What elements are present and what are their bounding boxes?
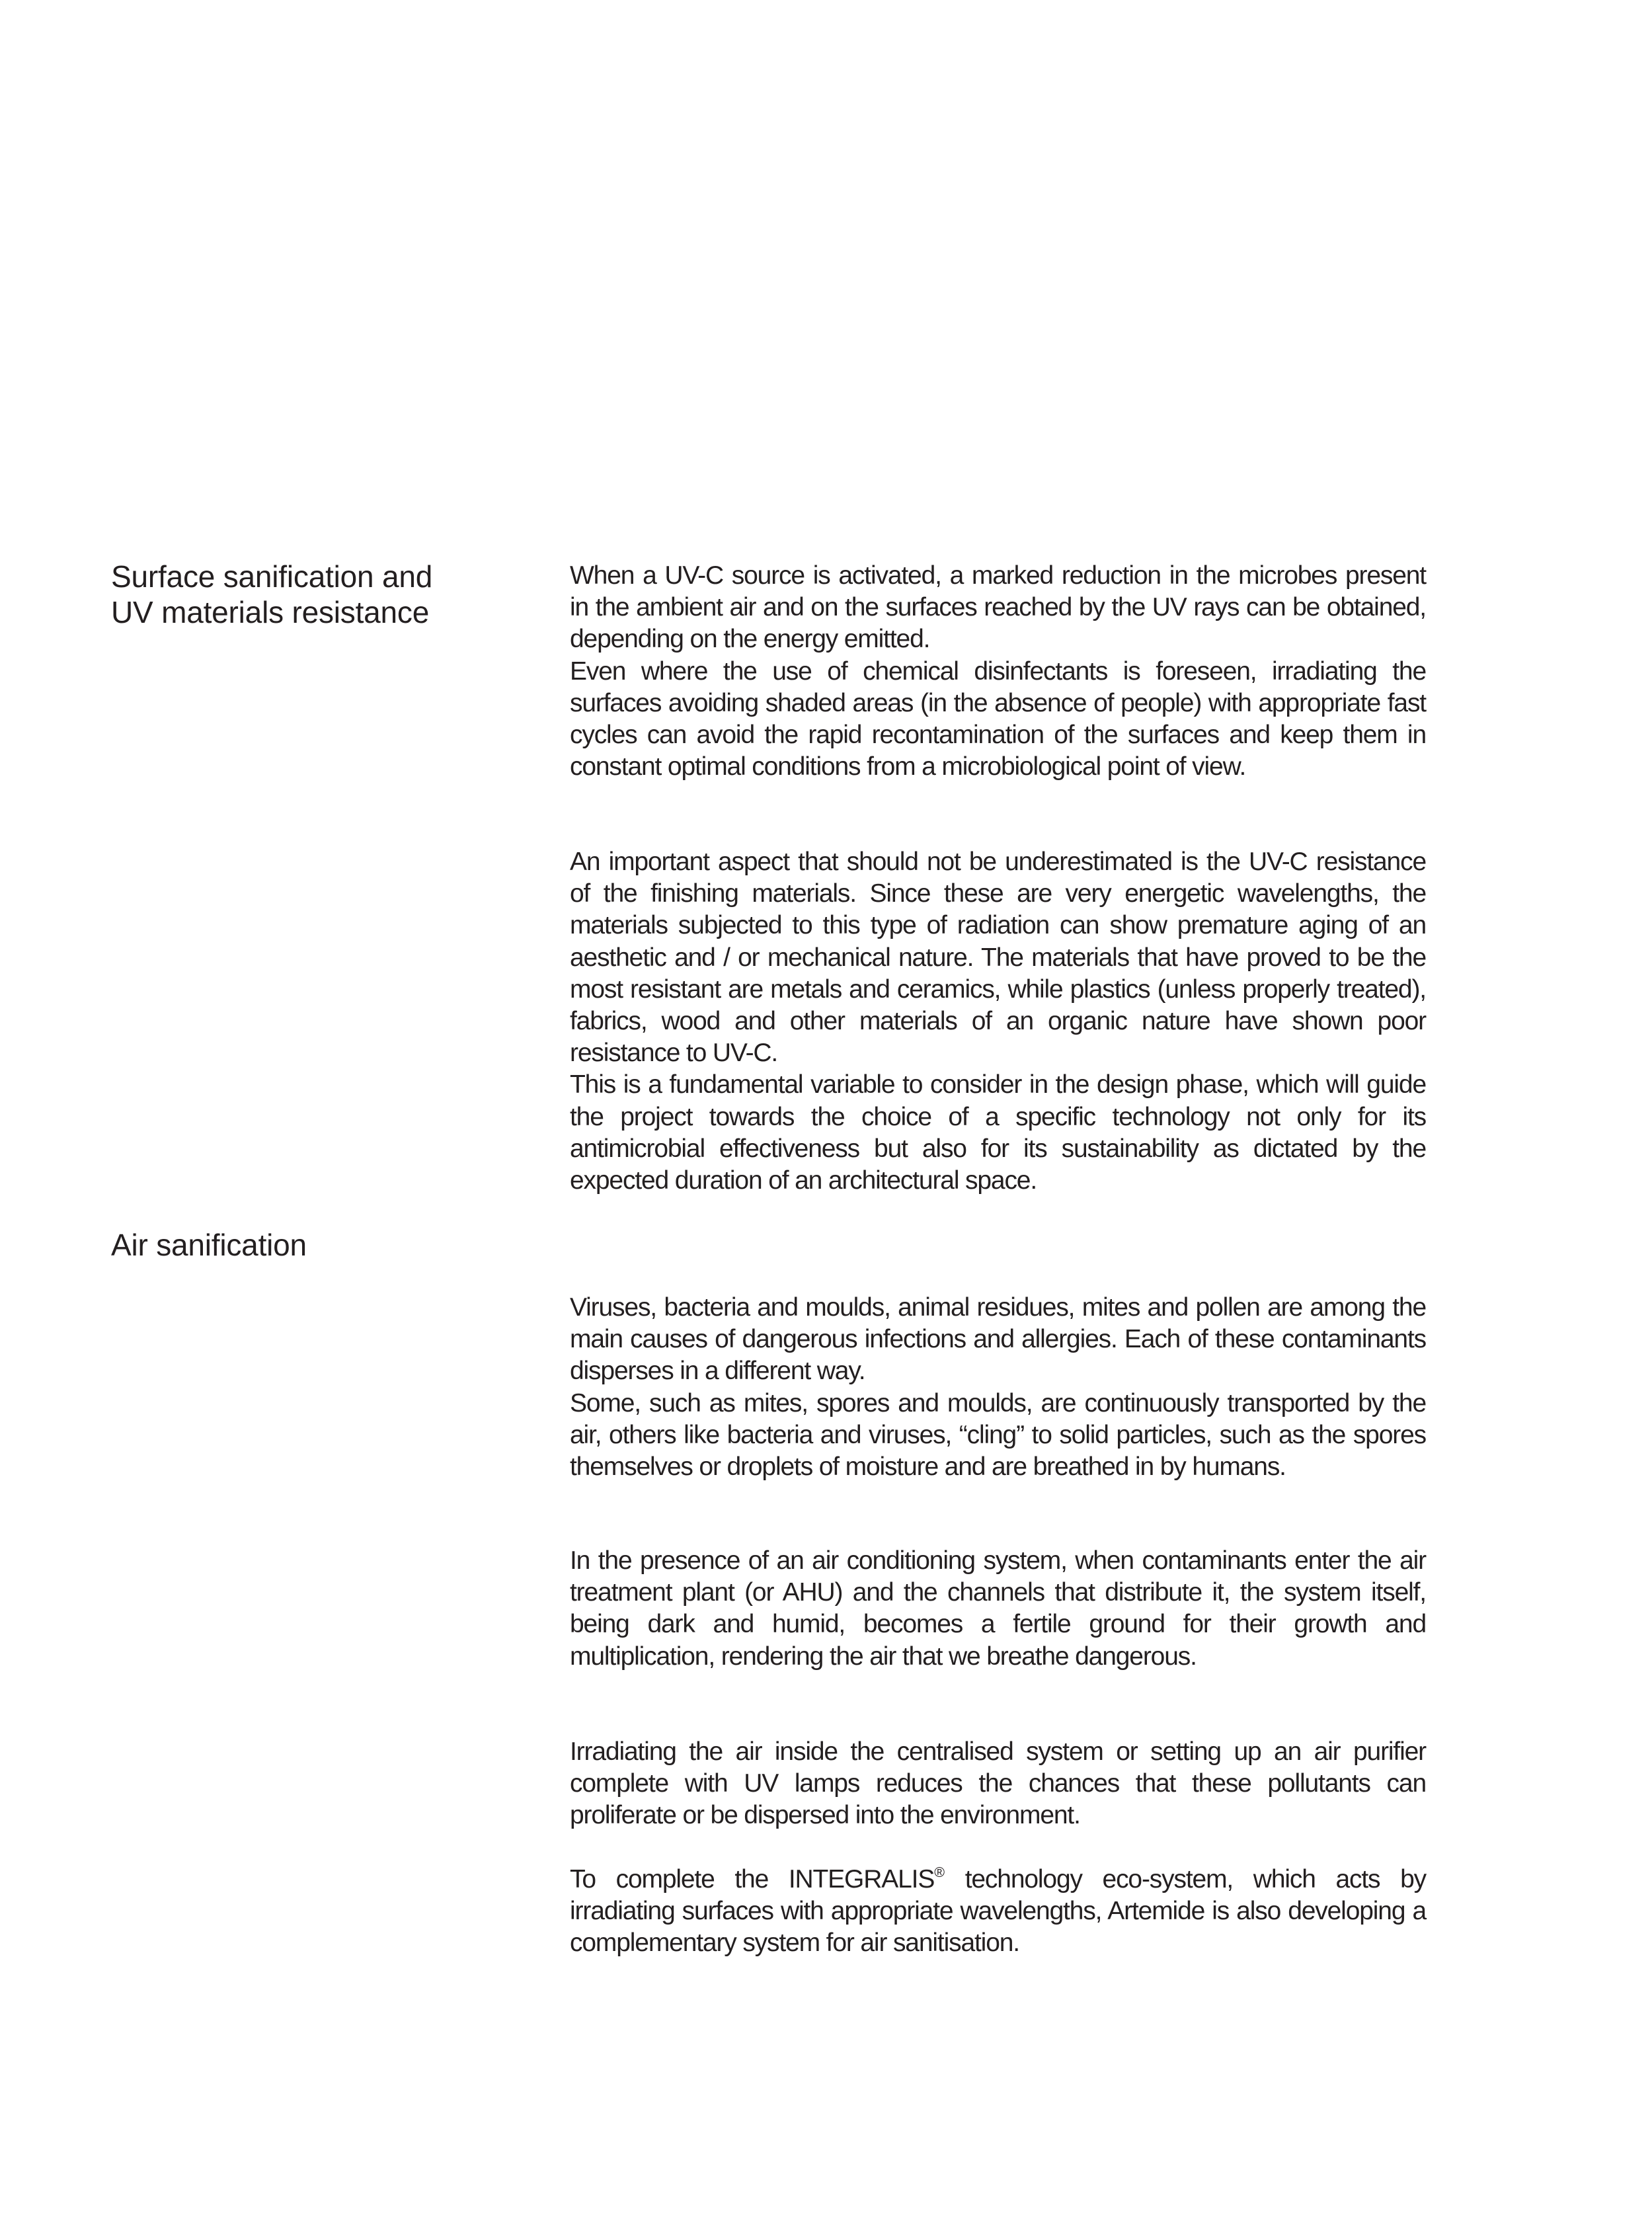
body-block-air-conditioning — [570, 1545, 1426, 1673]
body-block-uvc-activation — [570, 560, 1426, 783]
body-block-material-resistance — [570, 846, 1426, 1197]
body-paragraph: Irradiating the air inside the centralised system or setting up an air purifier complete with UV lamps reduces the chances that these pollutants can proliferate or be dispersed into the environment. — [570, 1737, 1426, 1830]
heading-line: UV materials resistance — [111, 595, 430, 629]
body-paragraph: This is a fundamental variable to consider in the design phase, which will guide the project towards the choice of a specific technology not only for its antimicrobial effectiveness but also for its sustainability as dictated by the expected duration of an architectural space. — [570, 1070, 1426, 1195]
body-paragraph: Even where the use of chemical disinfectants is foreseen, irradiating the surfaces avoiding shaded areas (in the absence of people) with appropriate fast cycles can avoid the rapid recontamination of the surfaces and keep them in constant optimal conditions from a microbiological point of view. — [570, 657, 1426, 781]
heading-line: Air sanification — [111, 1228, 307, 1262]
section-heading-surface-sanification — [111, 559, 432, 630]
heading-line: Surface sanification and — [111, 559, 433, 594]
body-paragraph: An important aspect that should not be underestimated is the UV-C resistance of the finishing materials. Since these are very energetic wavelengths, the materials subjected to this type of radiation can show premature aging of an aesthetic and / or mechanical nature. The materials that have proved to be the most resistant are metals and ceramics, while plastics (unless properly treated), fabrics, wood and other materials of an organic nature have shown poor resistance to UV-C. — [570, 848, 1426, 1068]
body-block-integralis — [570, 1864, 1426, 1960]
text-run: technology eco-system, which acts by irradiating surfaces with appropriate wavelengths, Artemide is also developing a complementary system for air sanitisation. — [570, 1865, 1426, 1958]
body-block-irradiating-air — [570, 1736, 1426, 1832]
body-paragraph: Some, such as mites, spores and moulds, are continuously transported by the air, others like bacteria and viruses, “cling” to solid particles, such as the spores themselves or droplets of moisture and are breathed in by humans. — [570, 1388, 1426, 1482]
body-paragraph — [570, 1864, 1426, 1960]
text-run: To complete the — [570, 1865, 789, 1893]
registered-trademark-icon: ® — [934, 1864, 945, 1880]
body-paragraph: In the presence of an air conditioning system, when contaminants enter the air treatment plant (or AHU) and the channels that distribute it, the system itself, being dark and humid, becomes a fertile ground for their growth and multiplication, rendering the air that we breathe dangerous. — [570, 1546, 1426, 1671]
brand-name: INTEGRALIS — [788, 1865, 935, 1893]
body-paragraph: Viruses, bacteria and moulds, animal residues, mites and pollen are among the main causes of dangerous infections and allergies. Each of these contaminants disperses in a different way. — [570, 1293, 1426, 1386]
section-heading-air-sanification — [111, 1227, 307, 1263]
body-block-contaminants — [570, 1292, 1426, 1483]
body-paragraph: When a UV-C source is activated, a marked reduction in the microbes present in the ambient air and on the surfaces reached by the UV rays can be obtained, depending on the energy emitted. — [570, 561, 1426, 654]
